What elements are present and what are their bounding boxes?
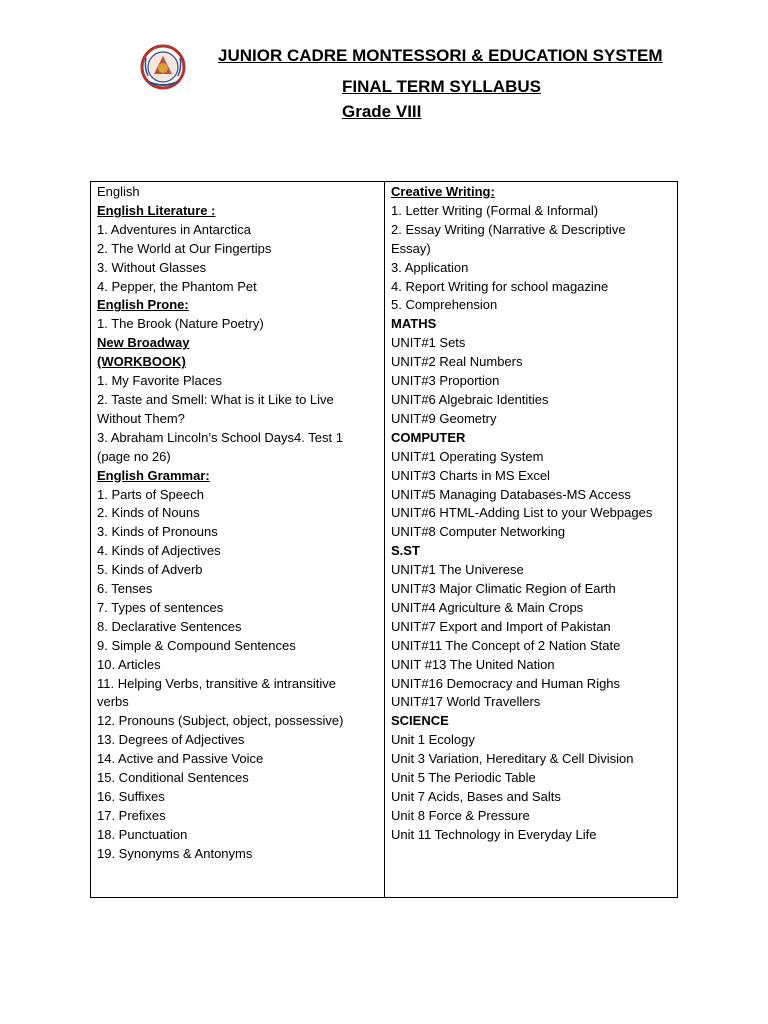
syllabus-table — [90, 181, 678, 898]
grade-title: Grade VIII — [342, 102, 422, 121]
syllabus-item: UNIT#11 The Concept of 2 Nation State — [391, 637, 621, 653]
syllabus-item: Unit 1 Ecology — [391, 732, 475, 748]
syllabus-item: UNIT#1 The Univerese — [391, 562, 524, 578]
syllabus-item: UNIT#4 Agriculture & Main Crops — [391, 599, 584, 615]
syllabus-item: 17. Prefixes — [97, 807, 166, 823]
syllabus-item: 2. Essay Writing (Narrative & Descriptive — [391, 221, 626, 237]
syllabus-item: Unit 3 Variation, Hereditary & Cell Division — [391, 751, 634, 767]
syllabus-item: UNIT#2 Real Numbers — [391, 354, 523, 370]
syllabus-item: 2. The World at Our Fingertips — [97, 240, 272, 256]
term-title: FINAL TERM SYLLABUS — [342, 77, 541, 96]
syllabus-item: verbs — [97, 694, 129, 710]
syllabus-item: 13. Degrees of Adjectives — [97, 732, 245, 748]
syllabus-item: 16. Suffixes — [97, 789, 165, 804]
syllabus-item: 12. Pronouns (Subject, object, possessive) — [97, 713, 344, 729]
syllabus-item: 18. Punctuation — [97, 826, 188, 842]
syllabus-item: 3. Kinds of Pronouns — [97, 524, 218, 540]
syllabus-item: English — [97, 184, 140, 199]
syllabus-item: UNIT #13 The United Nation — [391, 656, 555, 672]
syllabus-item: UNIT#3 Charts in MS Excel — [391, 467, 550, 483]
syllabus-item: 7. Types of sentences — [97, 599, 224, 615]
syllabus-item: 15. Conditional Sentences — [97, 770, 249, 786]
syllabus-item: Unit 8 Force & Pressure — [391, 807, 530, 823]
section-heading: New Broadway — [97, 335, 190, 351]
syllabus-item: 1. The Brook (Nature Poetry) — [97, 316, 264, 332]
syllabus-item: (page no 26) — [97, 448, 171, 464]
syllabus-item: 3. Application — [391, 259, 469, 275]
syllabus-item: 6. Tenses — [97, 581, 153, 597]
syllabus-item: 9. Simple & Compound Sentences — [97, 637, 296, 653]
syllabus-item: UNIT#17 World Travellers — [391, 694, 541, 710]
syllabus-item: UNIT#3 Proportion — [391, 373, 500, 389]
syllabus-item: 2. Kinds of Nouns — [97, 505, 200, 521]
syllabus-item: Unit 5 The Periodic Table — [391, 770, 536, 786]
syllabus-item: UNIT#1 Sets — [391, 335, 466, 351]
syllabus-item: UNIT#7 Export and Import of Pakistan — [391, 618, 611, 634]
syllabus-item: UNIT#8 Computer Networking — [391, 524, 566, 540]
syllabus-item: 5. Kinds of Adverb — [97, 562, 203, 578]
school-crest-icon — [140, 44, 186, 90]
syllabus-item: Unit 7 Acids, Bases and Salts — [391, 789, 561, 804]
syllabus-item: UNIT#9 Geometry — [391, 410, 497, 426]
section-heading: Creative Writing: — [391, 184, 495, 199]
syllabus-item: 1. Parts of Speech — [97, 486, 204, 502]
syllabus-item: 11. Helping Verbs, transitive & intransitive — [97, 675, 336, 691]
syllabus-right-column — [385, 182, 677, 897]
syllabus-item: 3. Without Glasses — [97, 259, 207, 275]
syllabus-item: 1. Adventures in Antarctica — [97, 221, 251, 237]
section-heading: COMPUTER — [391, 429, 466, 445]
section-heading: SCIENCE — [391, 713, 449, 729]
syllabus-item: Unit 11 Technology in Everyday Life — [391, 826, 597, 842]
syllabus-left-column — [91, 182, 385, 897]
section-heading: English Prone: — [97, 297, 189, 313]
section-heading: S.ST — [391, 543, 420, 559]
syllabus-item: UNIT#16 Democracy and Human Righs — [391, 675, 621, 691]
syllabus-item: UNIT#6 Algebraic Identities — [391, 391, 549, 407]
syllabus-item: 2. Taste and Smell: What is it Like to Live — [97, 391, 334, 407]
syllabus-item: 19. Synonyms & Antonyms — [97, 845, 253, 861]
section-heading: English Literature : — [97, 202, 216, 218]
school-name: JUNIOR CADRE MONTESSORI & EDUCATION SYSTEM — [218, 46, 663, 65]
syllabus-item: UNIT#6 HTML-Adding List to your Webpages — [391, 505, 653, 521]
section-heading: MATHS — [391, 316, 437, 332]
syllabus-item: 5. Comprehension — [391, 297, 498, 313]
syllabus-item: 1. My Favorite Places — [97, 373, 222, 389]
syllabus-item: UNIT#3 Major Climatic Region of Earth — [391, 581, 616, 597]
syllabus-item: 1. Letter Writing (Formal & Informal) — [391, 202, 599, 218]
syllabus-item: 4. Report Writing for school magazine — [391, 278, 609, 294]
syllabus-item: 4. Pepper, the Phantom Pet — [97, 278, 257, 294]
syllabus-item: UNIT#1 Operating System — [391, 448, 544, 464]
syllabus-item: UNIT#5 Managing Databases-MS Access — [391, 486, 631, 502]
syllabus-item: 4. Kinds of Adjectives — [97, 543, 221, 559]
syllabus-item: Without Them? — [97, 410, 185, 426]
syllabus-item: 3. Abraham Lincoln’s School Days4. Test 1 — [97, 429, 343, 445]
syllabus-item: 14. Active and Passive Voice — [97, 751, 264, 767]
syllabus-item: Essay) — [391, 240, 431, 256]
section-heading: (WORKBOOK) — [97, 354, 186, 370]
syllabus-item: 8. Declarative Sentences — [97, 618, 242, 634]
syllabus-item: 10. Articles — [97, 656, 161, 672]
section-heading: English Grammar: — [97, 467, 210, 483]
